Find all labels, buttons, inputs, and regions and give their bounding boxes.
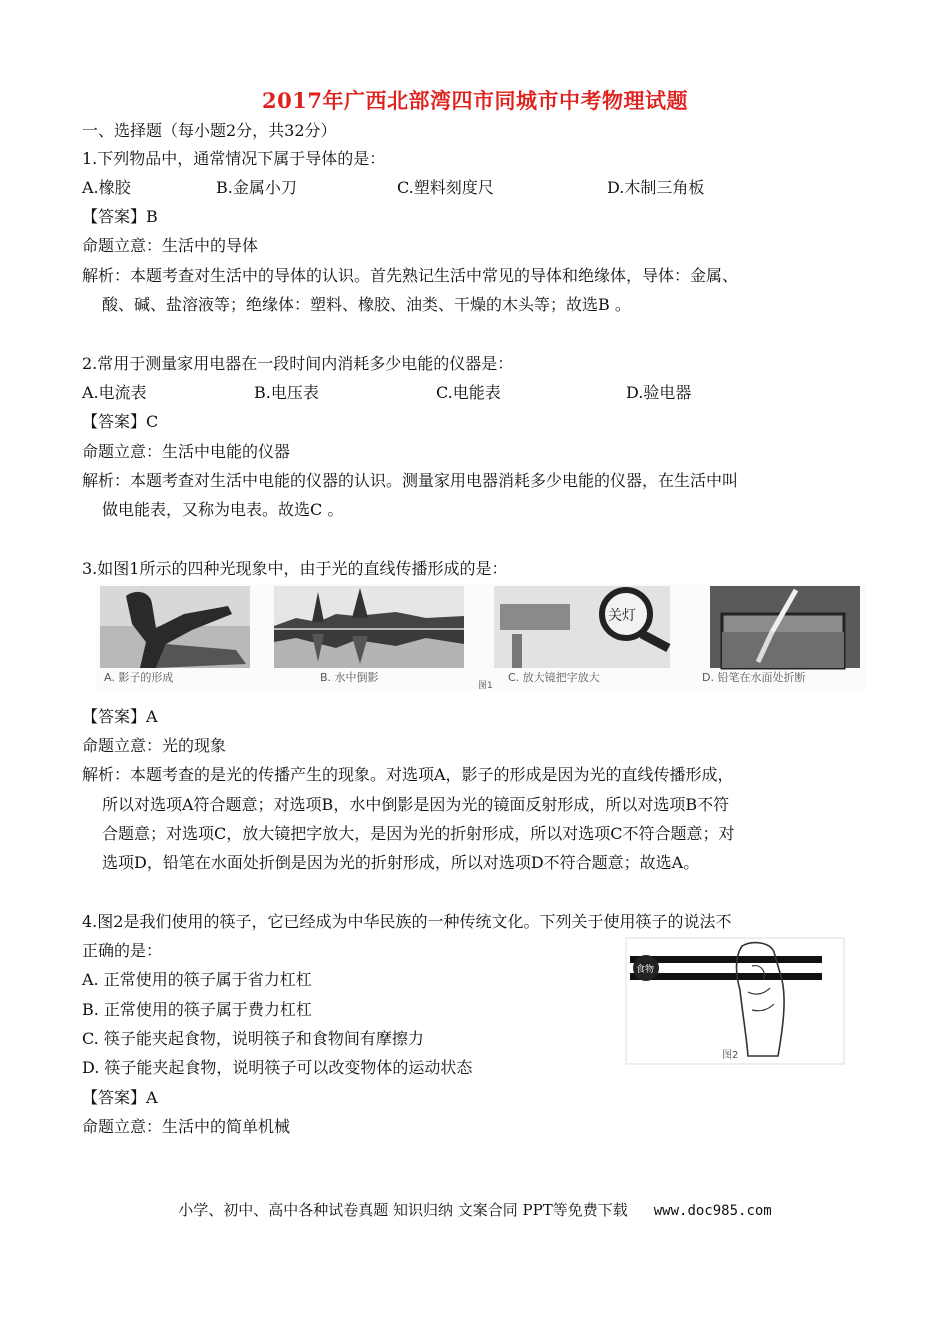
q1-intent: 命题立意：生活中的导体: [82, 236, 259, 255]
question-2-stem: 2.常用于测量家用电器在一段时间内消耗多少电能的仪器是：: [82, 354, 514, 373]
footer-text: 小学、初中、高中各种试卷真题 知识归纳 文案合同 PPT等免费下载: [178, 1201, 628, 1219]
q2-answer: 【答案】C: [82, 412, 159, 431]
q4-answer: 【答案】A: [82, 1088, 158, 1107]
q2-option-c: C.电能表: [436, 383, 501, 402]
question-4-stem-line-1: 4.图2是我们使用的筷子，它已经成为中华民族的一种传统文化。下列关于使用筷子的说法不: [82, 912, 732, 931]
question-3-stem: 3.如图1所示的四种光现象中，由于光的直线传播形成的是：: [82, 559, 508, 578]
figure-1-caption-d: D. 铅笔在水面处折断: [702, 671, 806, 684]
q4-option-d: D. 筷子能夹起食物，说明筷子可以改变物体的运动状态: [82, 1058, 473, 1077]
q4-option-a: A. 正常使用的筷子属于省力杠杠: [82, 970, 312, 989]
q3-analysis-line-2: 所以对选项A符合题意；对选项B，水中倒影是因为光的镜面反射形成，所以对选项B不符: [102, 795, 730, 814]
q1-answer: 【答案】B: [82, 207, 158, 226]
q1-option-a: A.橡胶: [82, 178, 131, 197]
q1-analysis-line-2: 酸、碱、盐溶液等；绝缘体：塑料、橡胶、油类、干燥的木头等；故选B 。: [102, 295, 631, 314]
q3-intent: 命题立意：光的现象: [82, 736, 227, 755]
q4-option-c: C. 筷子能夹起食物，说明筷子和食物间有摩擦力: [82, 1029, 424, 1048]
figure-1-panel-magnifier: [494, 586, 670, 668]
q2-option-d: D.验电器: [626, 383, 692, 402]
figure-1-caption-b: B. 水中倒影: [320, 671, 379, 684]
page-title: 2017年广西北部湾四市同城市中考物理试题: [262, 88, 688, 113]
figure-1-light-phenomena: [96, 584, 866, 690]
figure-1-label: 图1: [478, 681, 493, 690]
q3-analysis-line-3: 合题意；对选项C，放大镜把字放大，是因为光的折射形成，所以对选项C不符合题意；对: [102, 824, 735, 843]
q4-intent: 命题立意：生活中的简单机械: [82, 1117, 291, 1136]
figure-1-panel-reflection: [274, 586, 464, 668]
figure-1-caption-a: A. 影子的形成: [104, 671, 174, 684]
figure-1-panel-pencil: [710, 586, 860, 668]
q2-option-a: A.电流表: [82, 383, 147, 402]
figure-2-chopsticks: [624, 936, 846, 1066]
question-4-stem-line-2: 正确的是：: [82, 941, 163, 960]
q1-option-d: D.木制三角板: [607, 178, 705, 197]
q2-analysis-line-2: 做电能表，又称为电表。故选C 。: [102, 500, 344, 519]
question-1-stem: 1.下列物品中，通常情况下属于导体的是：: [82, 149, 386, 168]
q3-analysis-line-4: 选项D，铅笔在水面处折倒是因为光的折射形成，所以对选项D不符合题意；故选A。: [102, 853, 700, 872]
q2-intent: 命题立意：生活中电能的仪器: [82, 442, 291, 461]
figure-2-food-label: 食物: [636, 965, 655, 975]
q3-answer: 【答案】A: [82, 707, 158, 726]
figure-1-caption-c: C. 放大镜把字放大: [508, 671, 600, 684]
q2-option-b: B.电压表: [254, 383, 319, 402]
q3-analysis-line-1: 解析：本题考查的是光的传播产生的现象。对选项A，影子的形成是因为光的直线传播形成，: [82, 765, 734, 784]
footer-url[interactable]: www.doc985.com: [653, 1203, 772, 1219]
page-footer: [0, 1199, 950, 1220]
q2-analysis-line-1: 解析：本题考查对生活中电能的仪器的认识。测量家用电器消耗多少电能的仪器，在生活中叫: [82, 471, 739, 490]
q1-option-b: B.金属小刀: [216, 178, 297, 197]
figure-1-panel-shadow: [100, 586, 250, 668]
q1-option-c: C.塑料刻度尺: [397, 178, 494, 197]
section-heading: 一、选择题（每小题2分，共32分）: [82, 121, 337, 140]
q4-option-b: B. 正常使用的筷子属于费力杠杠: [82, 1000, 312, 1019]
q1-analysis-line-1: 解析：本题考查对生活中的导体的认识。首先熟记生活中常见的导体和绝缘体，导体：金属、: [82, 266, 739, 285]
figure-2-label: 图2: [722, 1050, 739, 1061]
figure-1-sign-text: 关灯: [608, 608, 636, 624]
